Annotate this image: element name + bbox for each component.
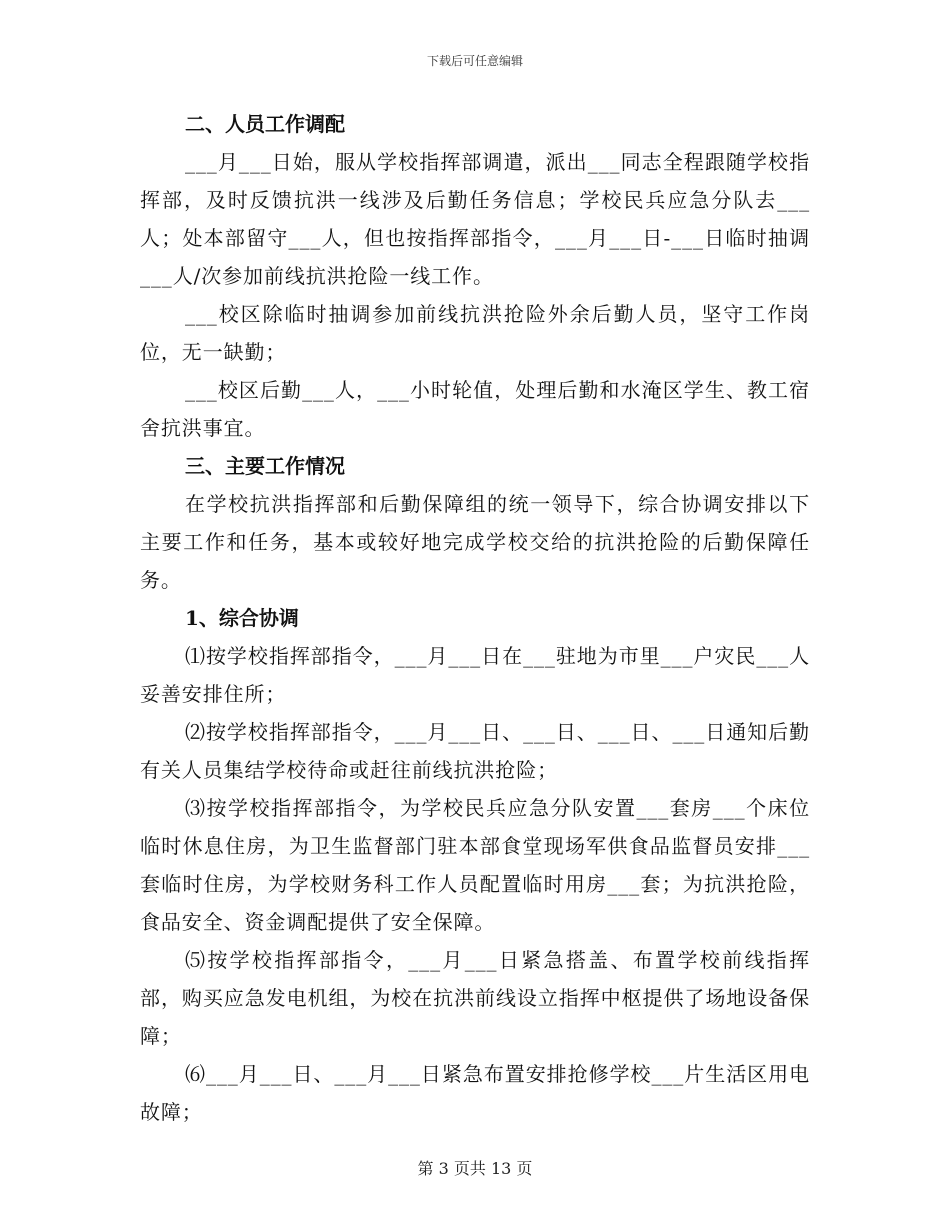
list-item: ⑸按学校指挥部指令，___月___日紧急搭盖、布置学校前线指挥部，购买应急发电机组，为校在抗洪前线设立指挥中枢提供了场地设备保障； <box>140 948 810 1048</box>
list-item: ⑵按学校指挥部指令，___月___日、___日、___日、___日通知后勤有关人员集结学校待命或赶往前线抗洪抢险； <box>140 720 810 782</box>
section-heading-personnel: 二、人员工作调配 <box>185 112 345 136</box>
section-heading-main-work: 三、主要工作情况 <box>185 454 345 478</box>
list-item: ⑹___月___日、___月___日紧急布置安排抢修学校___片生活区用电故障； <box>140 1062 810 1124</box>
page-number: 第 3 页共 13 页 <box>417 1159 533 1178</box>
page-header: 下载后可任意编辑 <box>426 54 523 68</box>
paragraph: 在学校抗洪指挥部和后勤保障组的统一领导下，综合协调安排以下主要工作和任务，基本或较好地完成学校交给的抗洪抢险的后勤保障任务。 <box>140 492 810 592</box>
paragraph: ___校区除临时抽调参加前线抗洪抢险外余后勤人员，坚守工作岗位，无一缺勤； <box>140 302 810 364</box>
document-body <box>140 105 810 1131</box>
section-heading-coordination: 1、综合协调 <box>185 606 299 630</box>
list-item: ⑶按学校指挥部指令，为学校民兵应急分队安置___套房___个床位临时休息住房，为卫生监督部门驻本部食堂现场军供食品监督员安排___套临时住房，为学校财务科工作人员配置临时用房___套；为抗洪抢险，食品安全、资金调配提供了安全保障。 <box>140 796 810 934</box>
paragraph: ___校区后勤___人，___小时轮值，处理后勤和水淹区学生、教工宿舍抗洪事宜。 <box>140 378 810 440</box>
list-item: ⑴按学校指挥部指令，___月___日在___驻地为市里___户灾民___人妥善安排住所； <box>140 644 810 706</box>
paragraph: ___月___日始，服从学校指挥部调遣，派出___同志全程跟随学校指挥部，及时反馈抗洪一线涉及后勤任务信息；学校民兵应急分队去___人；处本部留守___人，但也按指挥部指令，___月___日-___日临时抽调___人/次参加前线抗洪抢险一线工作。 <box>140 150 810 288</box>
